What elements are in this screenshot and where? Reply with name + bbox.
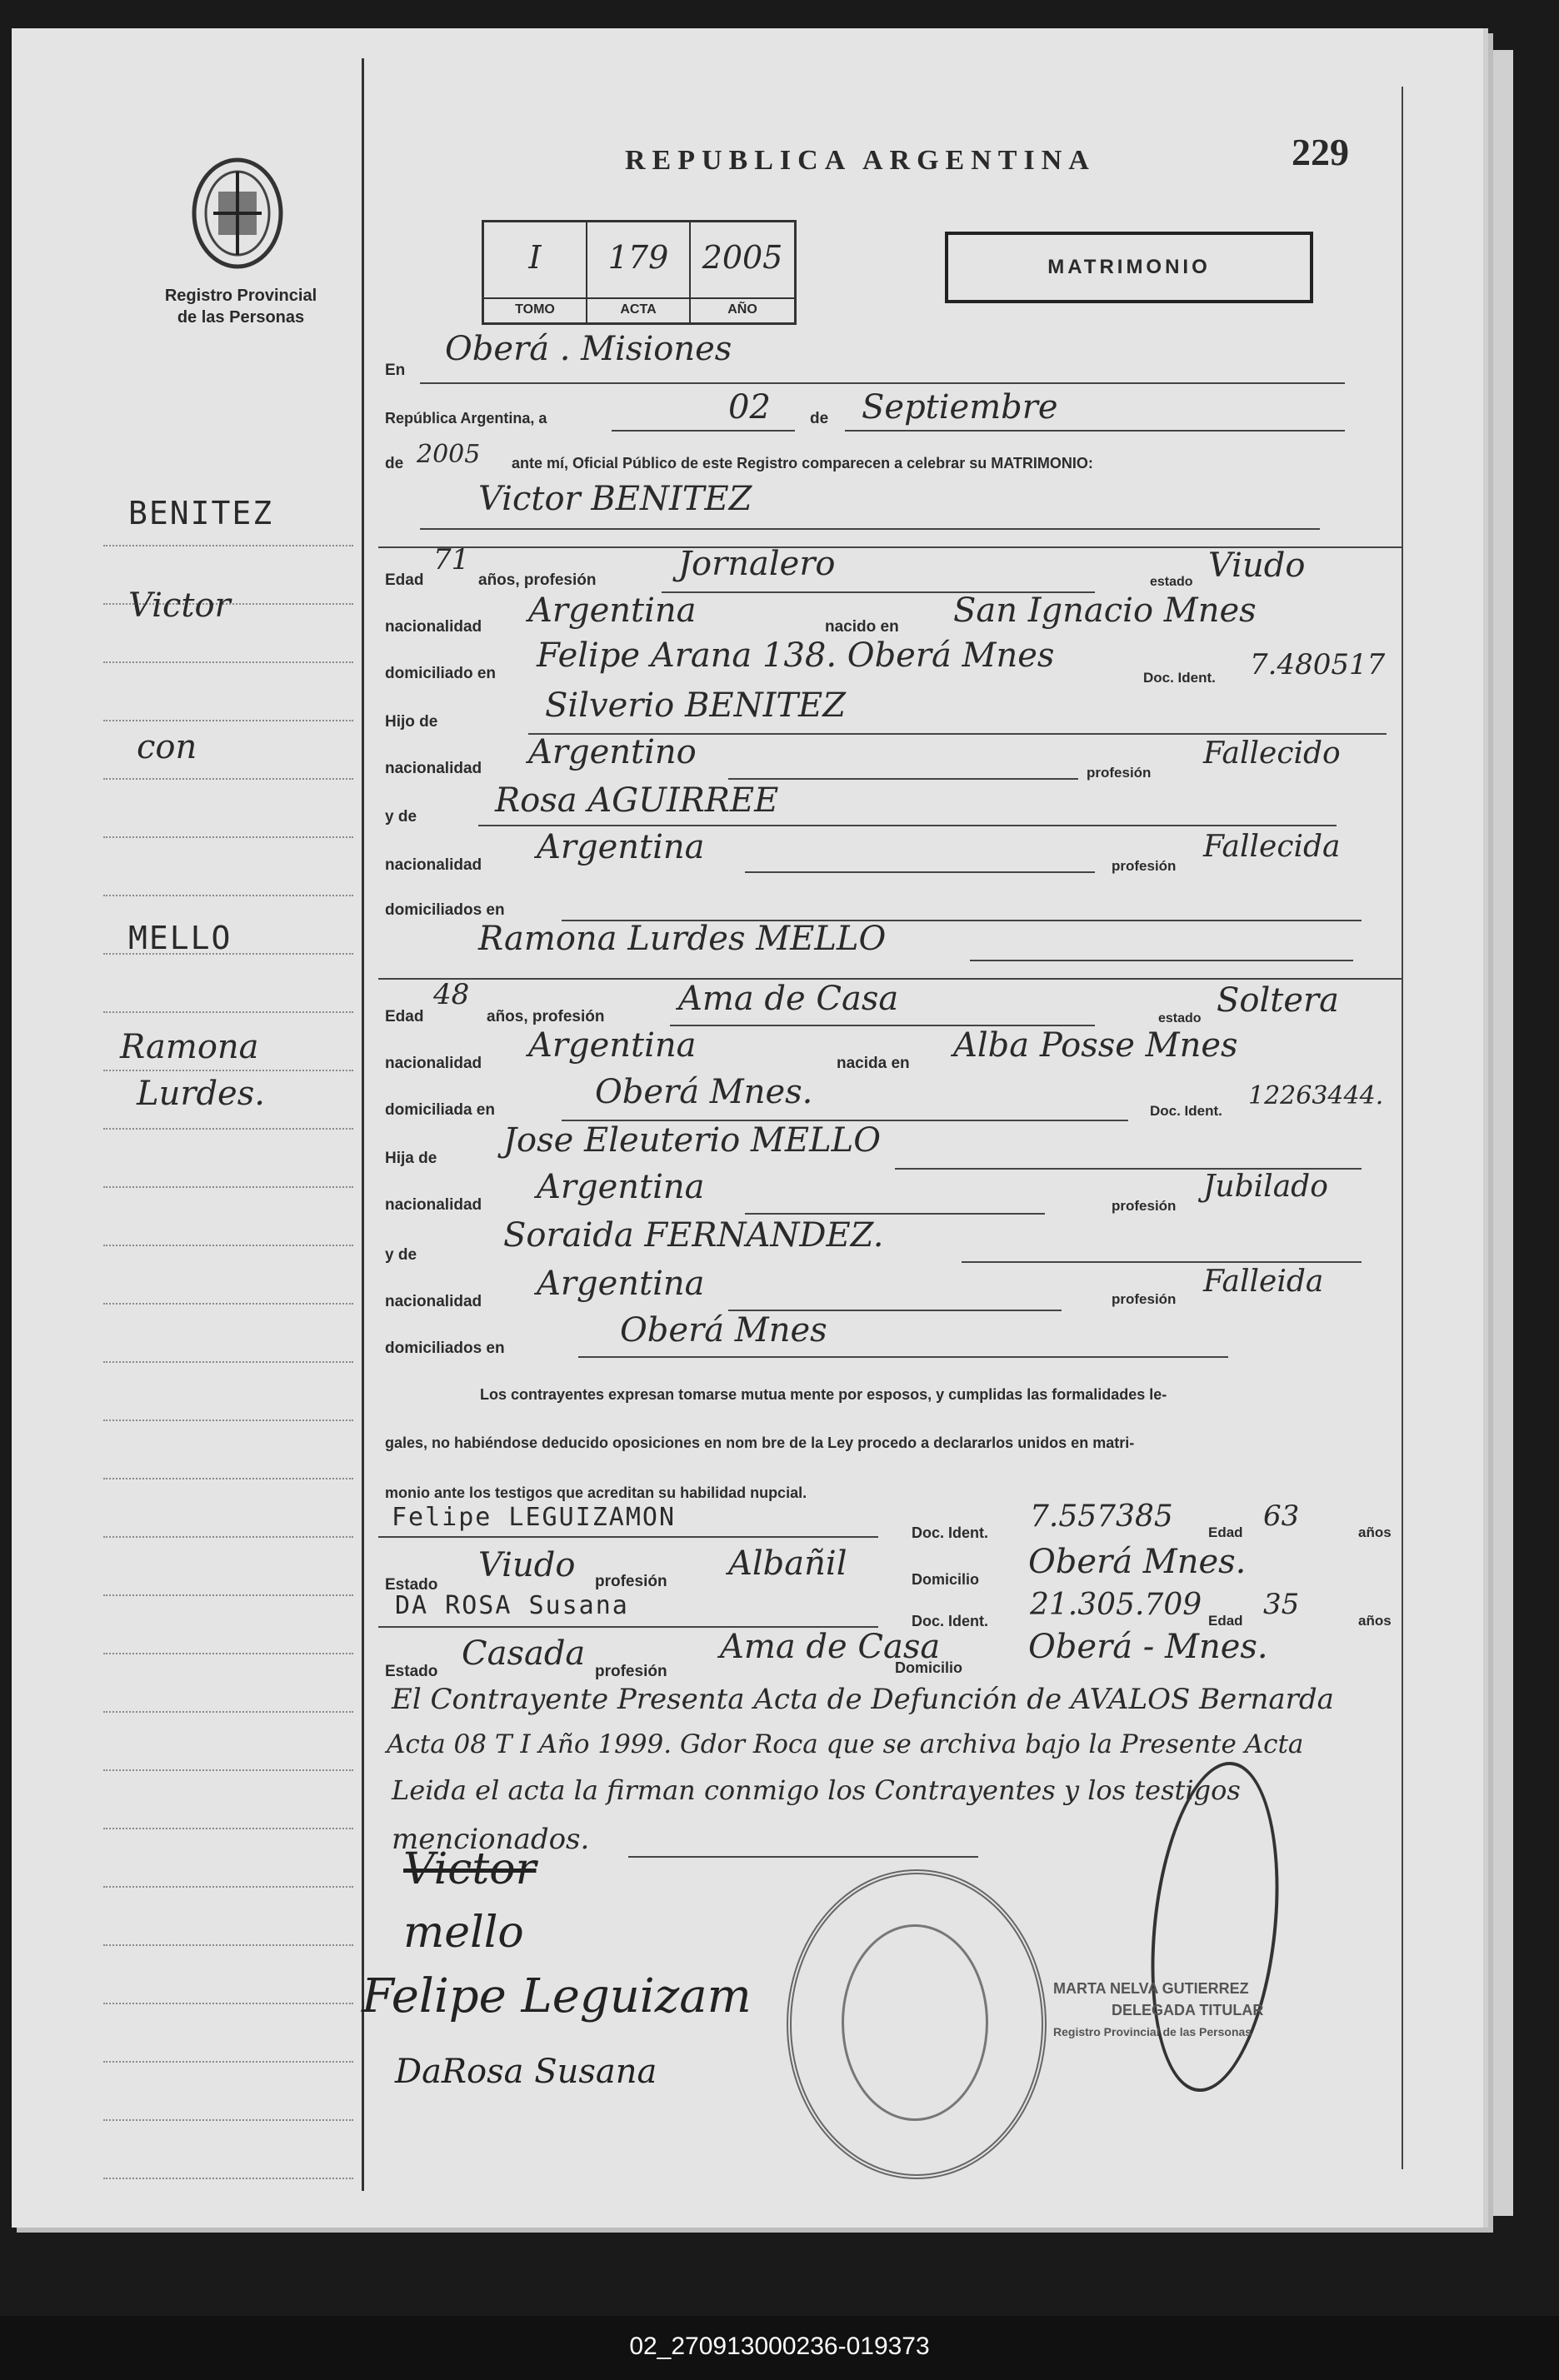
margin-rule xyxy=(103,2178,353,2179)
year-value: 2005 xyxy=(417,440,481,469)
margin-rule xyxy=(103,1769,353,1771)
witness2-name: DA ROSA Susana xyxy=(395,1591,629,1620)
de-label: de xyxy=(810,410,829,427)
witness1-domicilio: Oberá Mnes. xyxy=(1028,1543,1247,1581)
margin-name-bride-1: Ramona xyxy=(120,1028,259,1066)
witness1-doc: 7.557385 xyxy=(1030,1499,1173,1534)
groom-anos-label: años, profesión xyxy=(478,571,597,589)
margin-rule xyxy=(103,2061,353,2063)
bride-nacionalidad: Argentina xyxy=(528,1026,697,1065)
month-line xyxy=(845,430,1345,432)
intro-text: ante mí, Oficial Público de este Registro comparecen a celebrar su MATRIMONIO: xyxy=(512,455,1093,472)
groom-padre: Silverio BENITEZ xyxy=(545,686,847,725)
groom-madre-nac-line xyxy=(745,871,1095,873)
bride-doc-label: Doc. Ident. xyxy=(1150,1103,1222,1119)
witness1-estado-label: Estado xyxy=(385,1576,438,1594)
bride-name-line xyxy=(970,960,1353,961)
record-type-box: MATRIMONIO xyxy=(945,232,1313,303)
margin-rule xyxy=(103,1303,353,1305)
de2-label: de xyxy=(385,455,404,472)
margin-rule xyxy=(103,1944,353,1946)
witness2-edad-label: Edad xyxy=(1208,1613,1243,1629)
official-title: DELEGADA TITULAR xyxy=(1112,2002,1264,2018)
bride-padre: Jose Eleuterio MELLO xyxy=(503,1121,881,1160)
registry-line-2: de las Personas xyxy=(177,308,305,327)
groom-name: Victor BENITEZ xyxy=(478,480,752,518)
ano-label: AÑO xyxy=(691,297,794,317)
groom-nacionalidad: Argentina xyxy=(528,591,697,630)
groom-edad-label: Edad xyxy=(385,571,424,589)
groom-edad: 71 xyxy=(433,543,470,576)
groom-nacido: San Ignacio Mnes xyxy=(953,591,1257,630)
groom-madre-line xyxy=(478,825,1337,826)
bride-padre-prof: Jubilado xyxy=(1203,1170,1328,1204)
note-line-4: mencionados. xyxy=(392,1823,590,1856)
bride-doc: 12263444. xyxy=(1248,1081,1384,1110)
margin-rule xyxy=(103,1653,353,1654)
witness2-doc-label: Doc. Ident. xyxy=(912,1613,989,1629)
margin-rule xyxy=(103,1361,353,1363)
bride-nac-label: nacionalidad xyxy=(385,1055,482,1072)
republica-label: República Argentina, a xyxy=(385,410,547,427)
bride-estado: Soltera xyxy=(1217,981,1339,1020)
signature-witness2: DaRosa Susana xyxy=(395,2053,657,2091)
margin-column xyxy=(12,28,362,2228)
acta-cell xyxy=(587,222,691,322)
margin-name-groom: Victor xyxy=(128,586,231,625)
margin-rule xyxy=(103,1478,353,1479)
margin-rule xyxy=(103,836,353,838)
coat-of-arms-icon xyxy=(188,155,287,272)
place-value: Oberá . Misiones xyxy=(445,330,732,368)
witness2-domicilio: Oberá - Mnes. xyxy=(1028,1628,1268,1666)
witness1-name: Felipe LEGUIZAMON xyxy=(392,1503,677,1532)
official-seal xyxy=(1053,1978,1263,2043)
margin-rule xyxy=(103,545,353,546)
tomo-cell xyxy=(484,222,587,322)
bride-nacida: Alba Posse Mnes xyxy=(953,1026,1238,1065)
margin-rule xyxy=(103,1245,353,1246)
stamp-inner-ring xyxy=(842,1924,988,2121)
groom-madre-prof-label: profesión xyxy=(1112,858,1177,874)
groom-padre-nac-line xyxy=(728,778,1078,780)
groom-madre: Rosa AGUIRREE xyxy=(495,781,779,820)
tomo-acta-ano-box xyxy=(482,220,797,325)
margin-name-bride-2: Lurdes. xyxy=(137,1075,265,1113)
place-line xyxy=(420,382,1345,384)
groom-madre-prof: Fallecida xyxy=(1203,830,1341,864)
witness2-estado: Casada xyxy=(462,1634,586,1673)
groom-padre-nac: Argentino xyxy=(528,733,697,771)
bride-edad: 48 xyxy=(433,978,470,1011)
bride-doms-label: domiciliados en xyxy=(385,1340,505,1357)
groom-madre-nac-label: nacionalidad xyxy=(385,856,482,874)
margin-rule xyxy=(103,661,353,663)
witness2-anos-label: años xyxy=(1358,1613,1392,1629)
official-signature xyxy=(1137,1755,1294,2098)
ano-cell xyxy=(691,222,794,322)
groom-doc: 7.480517 xyxy=(1250,648,1386,681)
margin-rule xyxy=(103,1711,353,1713)
witness1-name-line xyxy=(378,1536,878,1538)
witness1-doc-label: Doc. Ident. xyxy=(912,1524,989,1541)
witness2-profesion: Ama de Casa xyxy=(720,1628,941,1666)
bride-madre: Soraida FERNANDEZ. xyxy=(503,1216,884,1255)
right-margin-line xyxy=(1402,87,1403,2169)
groom-hijo-label: Hijo de xyxy=(385,713,438,731)
groom-name-line xyxy=(420,528,1320,530)
day-value: 02 xyxy=(728,388,771,427)
signature-bride: mello xyxy=(403,1908,524,1958)
margin-rule xyxy=(103,778,353,780)
bride-padre-nac: Argentina xyxy=(537,1168,705,1206)
official-name: MARTA NELVA GUTIERREZ xyxy=(1053,1980,1249,1997)
note-line-1: El Contrayente Presenta Acta de Defunción de AVALOS Bernarda xyxy=(392,1683,1334,1716)
margin-rule xyxy=(103,1070,353,1071)
bride-edad-label: Edad xyxy=(385,1008,424,1025)
margin-rule xyxy=(103,1594,353,1596)
bride-dom-label: domiciliada en xyxy=(385,1101,495,1119)
margin-rule xyxy=(103,1420,353,1421)
image-id: 02_270913000236-019373 xyxy=(629,2333,930,2360)
bride-doms: Oberá Mnes xyxy=(620,1311,827,1350)
groom-domicilio: Felipe Arana 138. Oberá Mnes xyxy=(537,636,1055,675)
acta-value: 179 xyxy=(607,239,669,276)
margin-connector: con xyxy=(137,728,197,766)
groom-doms-label: domiciliados en xyxy=(385,901,505,919)
margin-surname-bride: MELLO xyxy=(128,920,232,956)
groom-padre-prof: Fallecido xyxy=(1203,736,1341,771)
bride-anos-label: años, profesión xyxy=(487,1008,605,1025)
margin-rule xyxy=(103,2119,353,2121)
margin-rule xyxy=(103,895,353,896)
groom-doc-label: Doc. Ident. xyxy=(1143,670,1216,686)
groom-dom-label: domiciliado en xyxy=(385,665,497,682)
tomo-value: I xyxy=(528,239,542,276)
bride-madre-line xyxy=(962,1261,1362,1263)
groom-padre-nac-label: nacionalidad xyxy=(385,760,482,777)
witness1-edad-label: Edad xyxy=(1208,1524,1243,1540)
witness2-prof-label: profesión xyxy=(595,1663,667,1680)
page-number: 229 xyxy=(1292,131,1349,173)
ano-value: 2005 xyxy=(702,239,783,276)
groom-madre-nac: Argentina xyxy=(537,828,705,866)
margin-rule xyxy=(103,1886,353,1888)
margin-rule xyxy=(103,1186,353,1188)
en-label: En xyxy=(385,362,406,379)
margin-rule xyxy=(103,1128,353,1130)
signature-witness1: Felipe Leguizam xyxy=(362,1969,752,2023)
margin-rule xyxy=(103,2003,353,2004)
witness1-edad: 63 xyxy=(1263,1499,1300,1533)
bride-padre-nac-line xyxy=(745,1213,1045,1215)
acta-label: ACTA xyxy=(587,297,689,317)
witness2-doc: 21.305.709 xyxy=(1030,1588,1202,1622)
official-office: Registro Provincial de las Personas xyxy=(1053,2025,1252,2038)
witness1-anos-label: años xyxy=(1358,1524,1392,1540)
declaration-line-1: Los contrayentes expresan tomarse mutua mente por esposos, y cumplidas las formalidades le- xyxy=(480,1386,1167,1403)
bride-padre-prof-label: profesión xyxy=(1112,1198,1177,1214)
margin-rule xyxy=(103,720,353,721)
witness2-estado-label: Estado xyxy=(385,1663,438,1680)
document-page xyxy=(12,28,1488,2228)
tomo-label: TOMO xyxy=(484,297,586,317)
bride-profesion: Ama de Casa xyxy=(678,980,899,1018)
month-value: Septiembre xyxy=(862,388,1058,427)
column-divider xyxy=(362,58,364,2191)
witness1-prof-label: profesión xyxy=(595,1573,667,1590)
witness2-dom-label: Domicilio xyxy=(895,1659,963,1676)
groom-nac-label: nacionalidad xyxy=(385,618,482,636)
groom-estado: Viudo xyxy=(1208,546,1306,585)
country-title: REPUBLICA ARGENTINA xyxy=(625,145,1096,176)
bride-madre-prof-label: profesión xyxy=(1112,1291,1177,1307)
witness2-edad: 35 xyxy=(1263,1588,1300,1621)
bride-domicilio: Oberá Mnes. xyxy=(595,1073,813,1111)
bride-padre-nac-label: nacionalidad xyxy=(385,1196,482,1214)
witness1-dom-label: Domicilio xyxy=(912,1571,980,1588)
declaration-line-3: monio ante los testigos que acreditan su habilidad nupcial. xyxy=(385,1484,807,1501)
witness1-profesion: Albañil xyxy=(728,1544,847,1583)
bride-yde-label: y de xyxy=(385,1246,417,1264)
margin-rule xyxy=(103,1536,353,1538)
signature-groom: Victor xyxy=(403,1844,537,1894)
bride-madre-prof: Falleida xyxy=(1203,1265,1324,1299)
bride-madre-nac-label: nacionalidad xyxy=(385,1293,482,1310)
day-line xyxy=(612,430,795,432)
groom-profesion: Jornalero xyxy=(678,545,836,583)
witness1-estado: Viudo xyxy=(478,1546,576,1584)
note-line-3: Leida el acta la firman conmigo los Contrayentes y los testigos xyxy=(392,1774,1241,1806)
official-stamp xyxy=(787,1869,1047,2179)
groom-yde-label: y de xyxy=(385,808,417,826)
margin-rule xyxy=(103,1011,353,1013)
bride-name: Ramona Lurdes MELLO xyxy=(478,920,887,958)
bride-estado-label: estado xyxy=(1158,1011,1202,1025)
bride-nacida-label: nacida en xyxy=(837,1055,910,1072)
bride-hija-label: Hija de xyxy=(385,1150,437,1167)
bride-madre-nac: Argentina xyxy=(537,1265,705,1303)
groom-padre-prof-label: profesión xyxy=(1087,765,1152,781)
margin-surname-groom: BENITEZ xyxy=(128,495,274,531)
registry-name xyxy=(137,285,345,328)
declaration-line-2: gales, no habiéndose deducido oposiciones en nom bre de la Ley procedo a declararlos unidos en matri- xyxy=(385,1434,1135,1451)
note-line-2: Acta 08 T I Año 1999. Gdor Roca que se archiva bajo la Presente Acta xyxy=(387,1729,1304,1759)
margin-rule xyxy=(103,1828,353,1829)
groom-estado-label: estado xyxy=(1150,575,1193,589)
note-end-line xyxy=(628,1856,978,1858)
registry-line-1: Registro Provincial xyxy=(164,287,317,305)
bride-doms-line xyxy=(578,1356,1228,1358)
groom-nacido-label: nacido en xyxy=(825,618,899,636)
